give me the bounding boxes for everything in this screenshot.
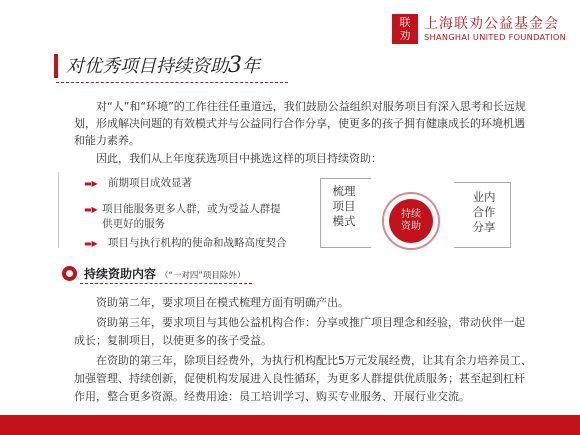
criteria-item: ▬▶ 前期项目成效显著 <box>84 177 192 189</box>
logo-seal: 联 劝 <box>392 14 418 44</box>
diagram-center-circle: 持续 资助 <box>382 192 440 250</box>
arrow-icon: ▬▶ <box>84 179 98 188</box>
title-accent-bar <box>54 54 58 78</box>
section-divider <box>80 283 252 284</box>
title-divider <box>56 82 288 83</box>
logo-text <box>424 16 566 43</box>
detail-paragraph: 资助第二年，要求项目在模式梳理方面有明确产出。 <box>96 296 349 309</box>
section-title: 持续资助内容 （“一对四”项目除外） <box>84 267 246 281</box>
page-title: 对优秀项目持续资助3年 <box>66 53 260 78</box>
detail-paragraph: 资助第三年，要求项目与其他公益机构合作：分享或推广项目理念和经验，带动伙伴一起成长；复制项目，以使更多的孩子受益。 <box>74 316 525 347</box>
arrow-icon: ▬▶ <box>84 239 98 248</box>
funding-diagram <box>324 178 524 264</box>
detail-paragraph: 在资助的第三年，除项目经费外，为执行机构配比5万元发展经费，让其有余力培养员工、加强管理、持续创新，促使机构发展进入良性循环，为更多人群提供优质服务；甚至起到杠杆作用，整合更多资源。经费用途：员工培训学习、购买专业服务、开展行业交流。 <box>74 354 532 403</box>
foundation-logo <box>392 14 566 44</box>
criteria-item: ▬▶ 项目能服务更多人群，或为受益人群提供更好的服务 <box>84 203 281 230</box>
section-icon <box>62 266 77 281</box>
logo-name-cn: 上海联劝公益基金会 <box>424 15 559 32</box>
intro-lead: 因此，我们从上年度获选项目中挑选这样的项目持续资助： <box>96 152 382 165</box>
criteria-connector <box>58 172 59 248</box>
criteria-item: ▬▶ 项目与执行机构的使命和战略高度契合 <box>84 237 287 249</box>
diagram-left-label: 梳理 项目 模式 <box>332 184 356 228</box>
arrow-icon: ▬▶ <box>84 205 98 214</box>
intro-paragraph: 对“人”和“环境”的工作往往任重道远，我们鼓励公益组织对服务项目有深入思考和长远规划，形成解决问题的有效模式并与公益同行合作分享，使更多的孩子拥有健康成长的环境机遇和能力素养。 <box>74 100 526 147</box>
logo-name-en: SHANGHAI UNITED FOUNDATION <box>424 31 566 42</box>
footer-bar <box>0 415 580 435</box>
diagram-right-label: 业内 合作 分享 <box>472 190 496 234</box>
